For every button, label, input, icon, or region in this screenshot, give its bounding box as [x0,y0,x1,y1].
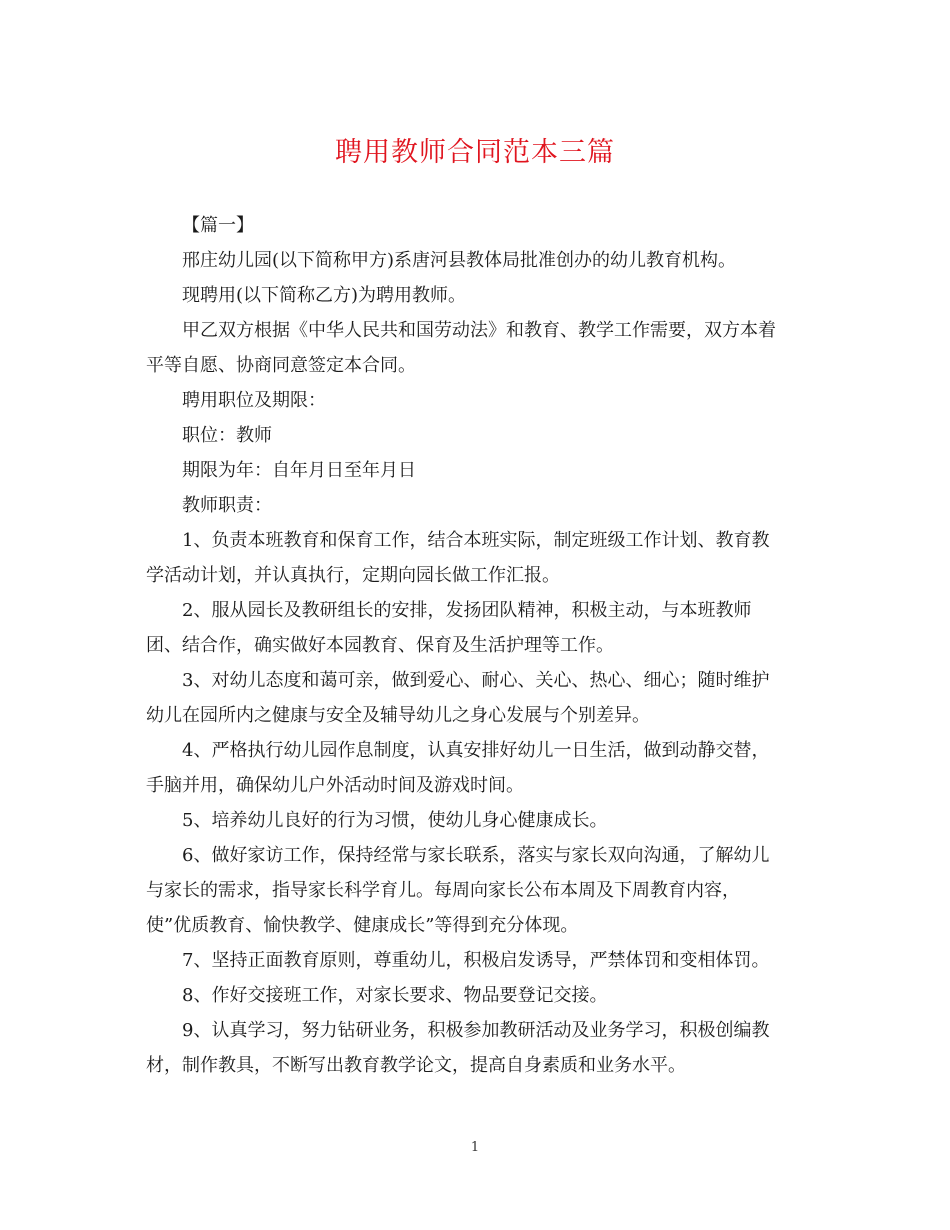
paragraph [146,383,806,418]
paragraph [146,733,806,803]
paragraph-line: 3、对幼儿态度和蔼可亲，做到爱心、耐心、关心、热心、细心；随时维护 [182,670,770,691]
paragraph [146,523,806,593]
paragraph [146,593,806,663]
paragraph [146,313,806,383]
paragraph-line: 现聘用(以下简称乙方)为聘用教师。 [182,285,467,306]
paragraph-line: 教师职责： [182,495,272,516]
paragraph [146,208,806,243]
paragraph-line: 幼儿在园所内之健康与安全及辅导幼儿之身心发展与个别差异。 [146,705,650,726]
paragraph-line: 平等自愿、协商同意签定本合同。 [146,355,416,376]
paragraph-line: 【篇一】 [182,215,254,236]
paragraph [146,838,806,943]
paragraph-line: 与家长的需求，指导家长科学育儿。每周向家长公布本周及下周教育内容， [146,880,740,901]
paragraph [146,418,806,453]
paragraph [146,278,806,313]
paragraph-line: 5、培养幼儿良好的行为习惯，使幼儿身心健康成长。 [182,810,608,831]
paragraph-line: 职位：教师 [182,425,272,446]
paragraph-line: 9、认真学习，努力钻研业务，积极参加教研活动及业务学习，积极创编教 [182,1020,770,1041]
paragraph [146,1013,806,1083]
document-title: 聘用教师合同范本三篇 [335,137,615,168]
paragraph [146,453,806,488]
paragraph-line: 学活动计划，并认真执行，定期向园长做工作汇报。 [146,565,560,586]
paragraph [146,243,806,278]
paragraph [146,943,806,978]
paragraph-line: 聘用职位及期限： [182,390,326,411]
paragraph [146,488,806,523]
paragraph-line: 团、结合作，确实做好本园教育、保育及生活护理等工作。 [146,635,614,656]
paragraph-line: 6、做好家访工作，保持经常与家长联系，落实与家长双向沟通，了解幼儿 [182,845,770,866]
paragraph-line: 甲乙双方根据《中华人民共和国劳动法》和教育、教学工作需要，双方本着 [182,320,776,341]
page-number: 1 [470,1140,480,1155]
paragraph-line: 使”优质教育、愉快教学、健康成长”等得到充分体现。 [146,915,579,936]
paragraph-line: 期限为年：自年月日至年月日 [182,460,416,481]
paragraph [146,803,806,838]
paragraph-line: 8、作好交接班工作，对家长要求、物品要登记交接。 [182,985,608,1006]
paragraph-line: 1、负责本班教育和保育工作，结合本班实际，制定班级工作计划、教育教 [182,530,770,551]
paragraph-line: 7、坚持正面教育原则，尊重幼儿，积极启发诱导，严禁体罚和变相体罚。 [182,950,770,971]
paragraph-line: 2、服从园长及教研组长的安排，发扬团队精神，积极主动，与本班教师 [182,600,752,621]
paragraph-line: 邢庄幼儿园(以下简称甲方)系唐河县教体局批准创办的幼儿教育机构。 [182,250,737,271]
document-body [146,208,806,1083]
paragraph [146,663,806,733]
paragraph [146,978,806,1013]
paragraph-line: 手脑并用，确保幼儿户外活动时间及游戏时间。 [146,775,524,796]
paragraph-line: 4、严格执行幼儿园作息制度，认真安排好幼儿一日生活，做到动静交替， [182,740,770,761]
paragraph-line: 材，制作教具，不断写出教育教学论文，提高自身素质和业务水平。 [146,1055,686,1076]
